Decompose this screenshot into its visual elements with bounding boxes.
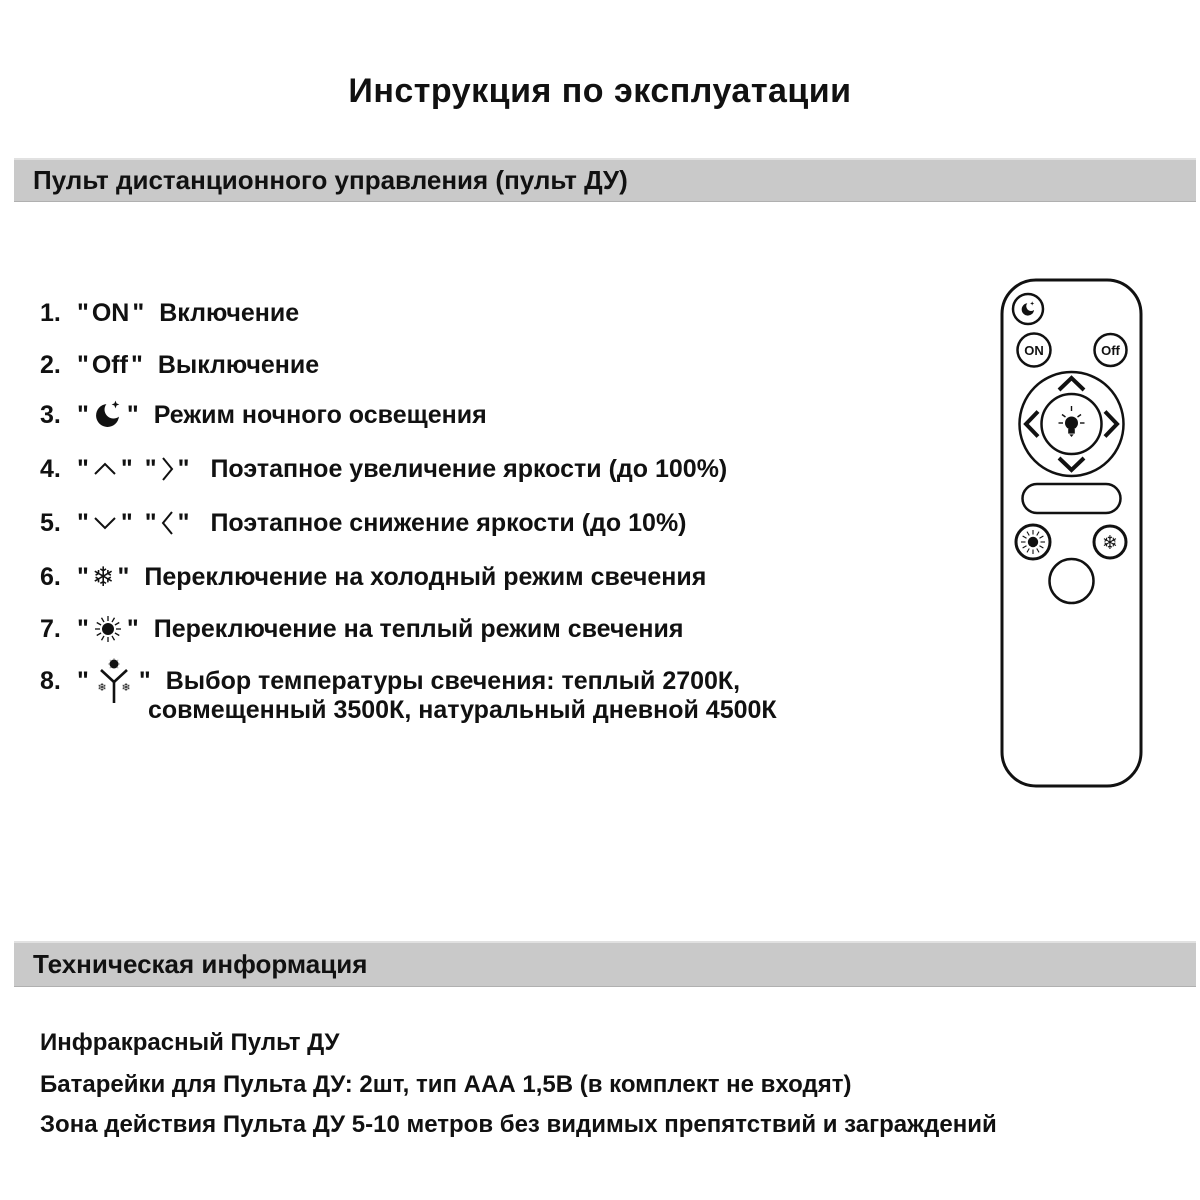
quote-mark: " bbox=[117, 562, 130, 591]
chevron-up-icon bbox=[92, 460, 118, 478]
quote-mark: " bbox=[77, 400, 89, 429]
item-number: 3. bbox=[40, 400, 61, 429]
chevron-left-icon bbox=[160, 508, 175, 538]
quote-mark: " bbox=[144, 508, 157, 537]
instruction-item-1 bbox=[40, 295, 299, 331]
quote-mark: " bbox=[77, 454, 89, 483]
page-title: Инструкция по эксплуатации bbox=[348, 72, 852, 110]
section-header-remote bbox=[14, 158, 1196, 202]
quote-mark: " bbox=[77, 508, 89, 537]
snowflake-icon: ❄ bbox=[1102, 533, 1118, 554]
quote-mark: " bbox=[77, 562, 89, 591]
chevron-down-icon bbox=[92, 514, 118, 532]
item-text: Переключение на холодный режим свечения bbox=[144, 562, 707, 591]
quote-mark: " bbox=[126, 614, 139, 643]
on-button bbox=[1018, 334, 1051, 367]
item-text: Переключение на теплый режим свечения bbox=[153, 614, 684, 643]
item-number: 7. bbox=[40, 614, 61, 643]
item-text: Выбор температуры свечения: теплый 2700К, bbox=[165, 666, 741, 695]
off-button-label: Off bbox=[1101, 343, 1120, 358]
section-header-remote-label: Пульт дистанционного управления (пульт ДУ) bbox=[33, 164, 628, 195]
section-header-tech-label: Техническая информация bbox=[33, 948, 368, 979]
instruction-item-7 bbox=[40, 611, 683, 647]
quote-mark: " bbox=[144, 454, 157, 483]
tech-line-1: Инфракрасный Пульт ДУ bbox=[40, 1029, 340, 1056]
quote-mark: " bbox=[130, 350, 143, 379]
item-number: 8. bbox=[40, 666, 61, 695]
color-temperature-icon bbox=[92, 657, 136, 705]
quote-mark: " bbox=[77, 666, 89, 695]
remote-illustration bbox=[1000, 278, 1143, 788]
dpad bbox=[1020, 372, 1124, 476]
item-text: Выключение bbox=[157, 350, 320, 379]
tech-line-3: Зона действия Пульта ДУ 5-10 метров без видимых препятствий и заграждений bbox=[40, 1111, 997, 1138]
sun-icon bbox=[92, 613, 124, 645]
item-text: Включение bbox=[159, 298, 300, 327]
on-button-label: ON bbox=[1024, 343, 1044, 358]
on-label: ON bbox=[91, 298, 130, 327]
snowflake-icon: ❄ bbox=[121, 682, 131, 694]
quote-mark: " bbox=[120, 508, 133, 537]
item-number: 2. bbox=[40, 350, 61, 379]
warm-mode-button bbox=[1016, 525, 1050, 559]
item-text: Поэтапное увеличение яркости (до 100%) bbox=[210, 454, 728, 483]
snowflake-icon: ❄ bbox=[97, 682, 107, 694]
item-text-line2: совмещенный 3500К, натуральный дневной 4500К bbox=[148, 696, 777, 724]
off-label: Off bbox=[91, 350, 128, 379]
crescent-moon-icon bbox=[92, 399, 124, 431]
instruction-item-4 bbox=[40, 451, 727, 487]
item-text: Режим ночного освещения bbox=[153, 400, 487, 429]
quote-mark: " bbox=[120, 454, 133, 483]
instruction-item-6 bbox=[40, 559, 706, 595]
round-button bbox=[1050, 559, 1094, 603]
item-text: Поэтапное снижение яркости (до 10%) bbox=[210, 508, 687, 537]
item-number: 5. bbox=[40, 508, 61, 537]
quote-mark: " bbox=[132, 298, 145, 327]
tech-line-2: Батарейки для Пульта ДУ: 2шт, тип ААА 1,5В (в комплект не входят) bbox=[40, 1071, 852, 1098]
item-number: 1. bbox=[40, 298, 61, 327]
instruction-item-3 bbox=[40, 397, 487, 433]
quote-mark: " bbox=[177, 454, 190, 483]
night-mode-button bbox=[1013, 294, 1043, 324]
item-number: 4. bbox=[40, 454, 61, 483]
quote-mark: " bbox=[77, 614, 89, 643]
quote-mark: " bbox=[138, 666, 151, 695]
off-button bbox=[1095, 334, 1127, 366]
snowflake-icon: ❄ bbox=[91, 561, 115, 592]
cold-mode-button bbox=[1094, 526, 1126, 558]
item-number: 6. bbox=[40, 562, 61, 591]
quote-mark: " bbox=[77, 350, 89, 379]
instruction-item-2 bbox=[40, 347, 319, 383]
quote-mark: " bbox=[77, 298, 89, 327]
section-header-tech bbox=[14, 941, 1196, 987]
quote-mark: " bbox=[177, 508, 190, 537]
quote-mark: " bbox=[126, 400, 139, 429]
instruction-item-8 bbox=[40, 663, 740, 699]
chevron-right-icon bbox=[160, 454, 175, 484]
instruction-item-5 bbox=[40, 505, 687, 541]
pill-button bbox=[1023, 484, 1121, 513]
